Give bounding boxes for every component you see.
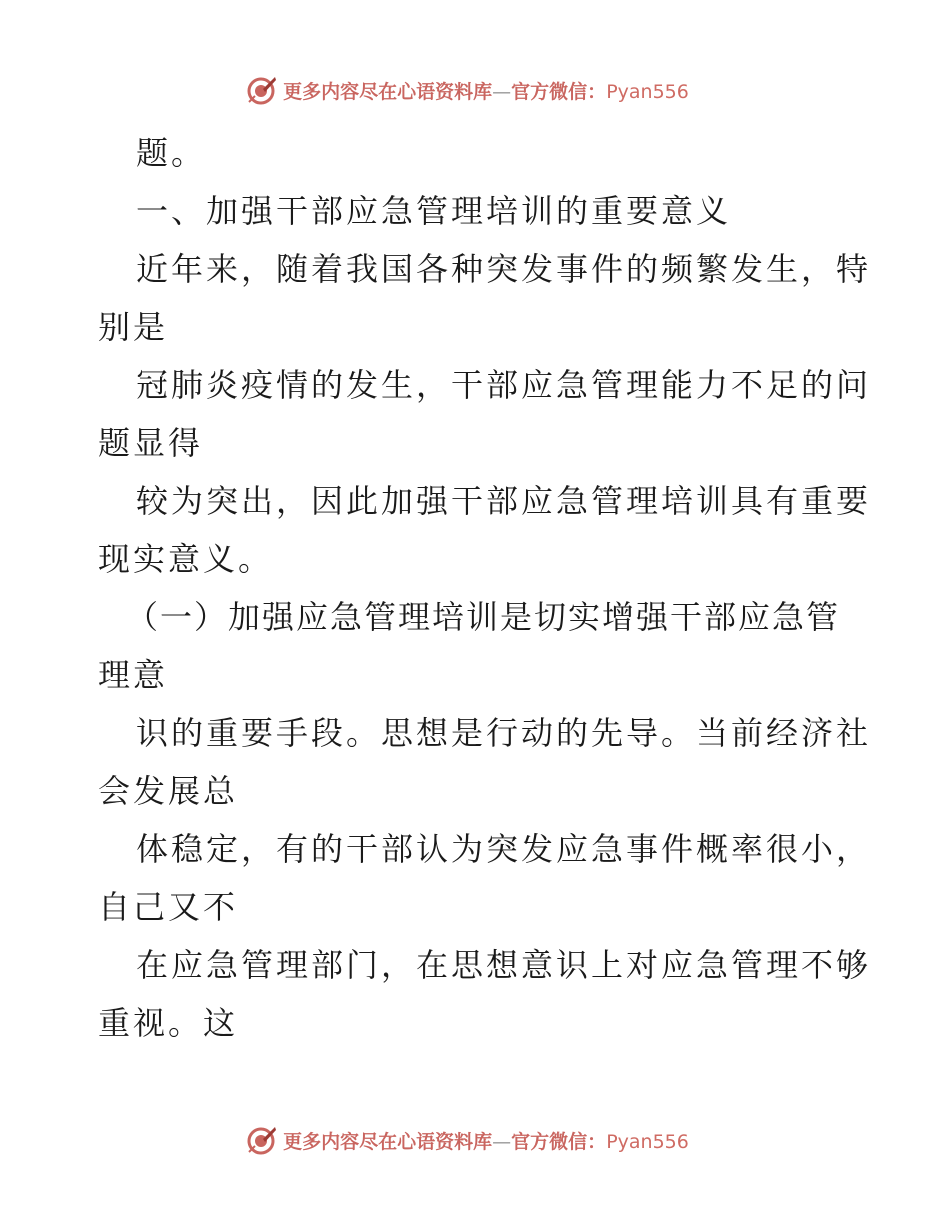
paragraph-line: 题显得 — [98, 424, 204, 462]
paragraph-line: 识的重要手段。思想是行动的先导。当前经济社 — [136, 714, 872, 752]
paragraph-line: 题。 — [136, 134, 207, 172]
paragraph-line: 重视。这 — [98, 1004, 239, 1042]
footer-banner — [0, 1120, 950, 1160]
document-body — [98, 124, 872, 1052]
paragraph-line: 在应急管理部门，在思想意识上对应急管理不够 — [136, 946, 872, 984]
header-banner-wechat: 官方微信： — [511, 80, 607, 103]
pen-logo-icon — [245, 1124, 277, 1156]
paragraph-line: 近年来，随着我国各种突发事件的频繁发生，特 — [136, 250, 872, 288]
header-banner-text — [283, 77, 689, 104]
header-banner-id: Pyan556 — [606, 80, 689, 103]
paragraph-line: 别是 — [98, 308, 169, 346]
paragraph-line: 自己又不 — [98, 888, 239, 926]
section-heading: 一、加强干部应急管理培训的重要意义 — [136, 192, 732, 230]
paragraph-line: 会发展总 — [98, 772, 239, 810]
footer-banner-dash: — — [492, 1130, 512, 1153]
header-banner-content — [245, 74, 689, 106]
paragraph-line: 冠肺炎疫情的发生，干部应急管理能力不足的问 — [136, 366, 872, 404]
footer-banner-text — [283, 1127, 689, 1154]
footer-banner-content — [245, 1124, 689, 1156]
paragraph-line: 理意 — [98, 656, 169, 694]
paragraph-line: 现实意义。 — [98, 540, 274, 578]
subsection-heading: （一）加强应急管理培训是切实增强干部应急管 — [126, 598, 841, 636]
footer-banner-wechat: 官方微信： — [511, 1130, 607, 1153]
header-banner-title: 更多内容尽在心语资料库 — [283, 80, 493, 103]
paragraph-line: 较为突出，因此加强干部应急管理培训具有重要 — [136, 482, 872, 520]
header-banner-dash: — — [492, 80, 512, 103]
footer-banner-id: Pyan556 — [606, 1130, 689, 1153]
header-banner — [0, 70, 950, 110]
footer-banner-title: 更多内容尽在心语资料库 — [283, 1130, 493, 1153]
paragraph-line: 体稳定，有的干部认为突发应急事件概率很小， — [136, 830, 872, 868]
pen-logo-icon — [245, 74, 277, 106]
